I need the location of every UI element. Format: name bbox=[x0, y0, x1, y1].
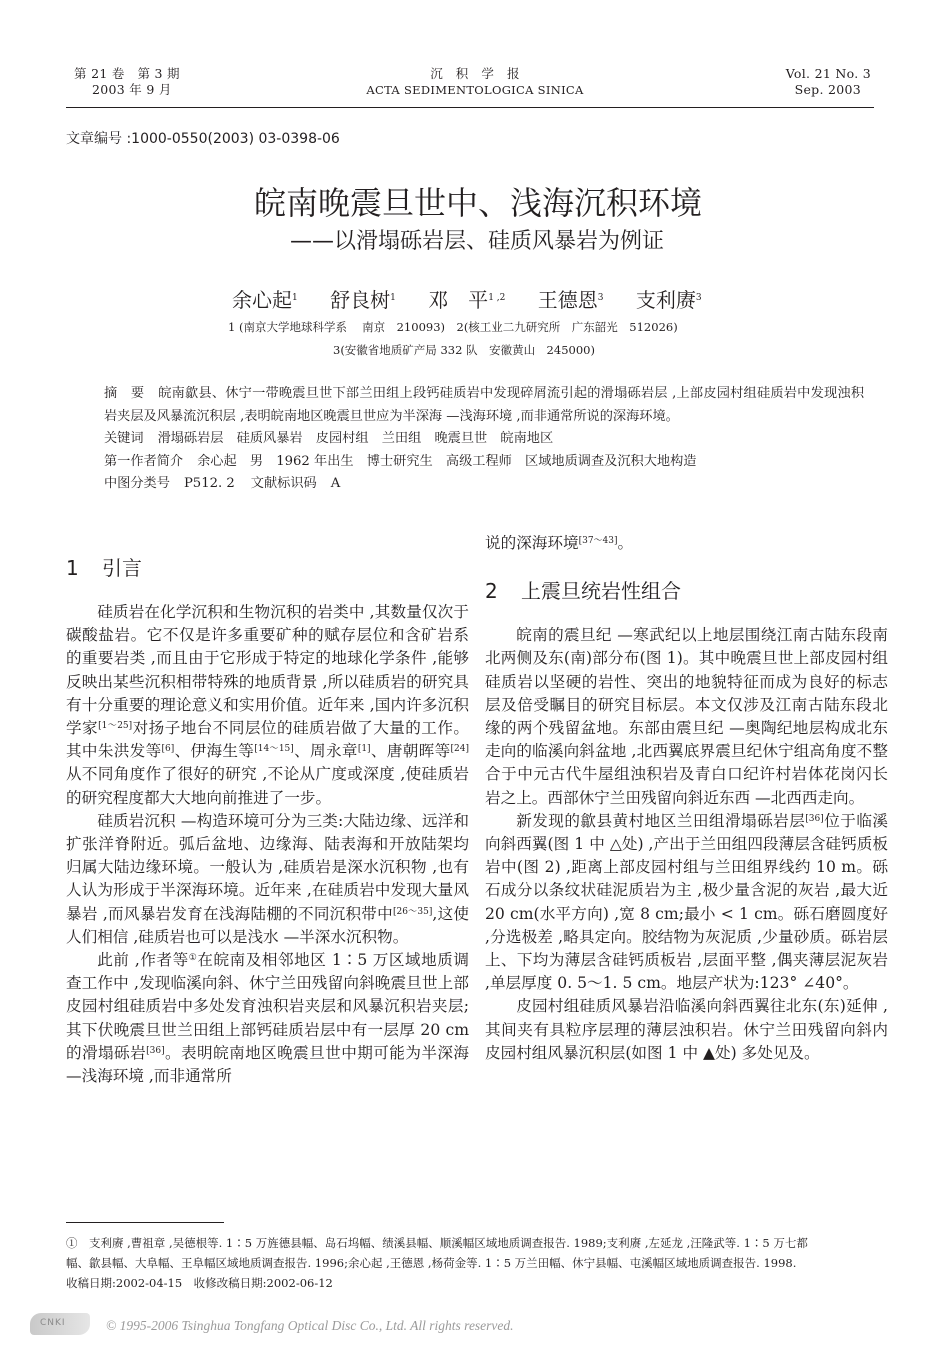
paragraph: 此前 ,作者等①在皖南及相邻地区 1∶5 万区域地质调查工作中 ,发现临溪向斜、休宁兰田残留向斜晚震旦世上部皮园村组硅质岩中多处发育浊积岩夹层和风暴沉积岩夹层;其下伏晚震旦世兰田组上部钙硅质岩层中有一层厚 20 cm 的滑塌砾岩[36]。表明皖南地区晚震旦世中期可能为半深海 —浅海环境 ,而非通常所 bbox=[66, 951, 469, 1086]
doc-code-label: 文献标识码 bbox=[250, 476, 317, 492]
citation: [14～15] bbox=[254, 744, 294, 755]
section-number: 1 bbox=[66, 556, 79, 580]
citation: [37～43] bbox=[578, 536, 618, 546]
copyright-notice: © 1995-2006 Tsinghua Tongfang Optical Disc Co., Ltd. All rights reserved. bbox=[106, 1318, 514, 1333]
section-1-heading bbox=[66, 552, 469, 581]
keywords-text: 滑塌砾岩层 硅质风暴岩 皮园村组 兰田组 晚震旦世 皖南地区 bbox=[157, 431, 554, 447]
date-en: Sep. 2003 bbox=[794, 82, 861, 97]
citation: [36] bbox=[805, 813, 824, 824]
abstract-block bbox=[104, 383, 864, 496]
author: 邓 平$^{1 ,2}$ bbox=[428, 288, 506, 312]
paragraph: 硅质岩在化学沉积和生物沉积的岩类中 ,其数量仅次于碳酸盐岩。它不仅是许多重要矿种的赋存层位和含矿岩系的重要岩类 ,而且由于它形成于特定的地球化学条件 ,能够反映出某些沉积相带特殊的地质背景 ,所以硅质岩的研究具有十分重要的理论意义和实用价值。近年来 ,国内许多沉积学家[1～25]对扬子地台不同层位的硅质岩做了大量的工作。其中朱洪发等[6]、伊海生等[14～15]、周永章[1]、唐朝晖等[24]从不同角度作了很好的研究 ,不论从广度或深度 ,使硅质岩的研究程度都大大地向前推进了一步。 bbox=[66, 603, 469, 807]
publication-date: 2003 年 9 月 bbox=[92, 82, 172, 97]
author: 王德恩$^3$ bbox=[537, 288, 604, 312]
class-value: P512. 2 bbox=[183, 476, 235, 492]
section-title: 引言 bbox=[102, 556, 142, 580]
first-author-bio bbox=[104, 451, 864, 474]
header-center bbox=[300, 66, 650, 98]
paragraph: 皖南的震旦纪 —寒武纪以上地层围绕江南古陆东段南北两侧及东(南)部分布(图 1)。其中晚震旦世上部皮园村组硅质岩以坚硬的岩性、突出的地貌特征而成为良好的标志层及倍受瞩目的研究目标层。本文仅涉及江南古陆东段北缘的两个残留盆地。东部由震旦纪 —奥陶纪地层构成北东走向的临溪向斜盆地 ,北西翼底界震旦纪休宁组高角度不整合于中元古代牛屋组浊积岩及青白口纪许村岩体花岗闪长岩之上。西部休宁兰田残留向斜近东西 —北西西走向。 bbox=[485, 626, 888, 807]
section-title: 上震旦统岩性组合 bbox=[521, 579, 681, 604]
first-author-info: 余心起 男 1962 年出生 博士研究生 高级工程师 区域地质调查及沉积大地构造 bbox=[197, 453, 697, 469]
paragraph: 新发现的歙县黄村地区兰田组滑塌砾岩层[36]位于临溪向斜西翼(图 1 中 △处) ,产出于兰田组四段薄层含硅钙质板岩中(图 2) ,距离上部皮园村组与兰田组界线约 10 m。砾石成分以条纹状硅泥质岩为主 ,极少量含泥的灰岩 ,最大近 20 cm(水平方向) ,宽 8 cm;最小 < 1 cm。砾石磨圆度好 ,分选极差 ,略具定向。胶结物为灰泥质 ,少量砂质。砾岩层上、下均为薄层含硅钙质板岩 ,层面平整 ,偶夹薄层泥灰岩 ,单层厚度 0. 5～1. 5 cm。地层产状为:123° ∠40°。 bbox=[485, 811, 888, 993]
header-right bbox=[786, 66, 871, 98]
article-id: 文章编号 :1000-0550(2003) 03-0398-06 bbox=[66, 131, 340, 147]
affiliation-line-2: 3(安徽省地质矿产局 332 队 安徽黄山 245000) bbox=[333, 343, 595, 357]
left-column bbox=[66, 552, 469, 1088]
citation: [24] bbox=[450, 744, 469, 755]
paragraph-continued: 说的深海环境[37～43]。 bbox=[485, 534, 634, 552]
footnote-line: ① 支利赓 ,曹祖章 ,吴德根等. 1∶5 万旌德县幅、岛石坞幅、绩溪县幅、顺溪幅区域地质调查报告. 1989;支利赓 ,左延龙 ,汪隆武等. 1∶5 万七都 bbox=[66, 1236, 808, 1250]
section-2-heading bbox=[485, 575, 888, 604]
footnote-line: 幅、歙县幅、大阜幅、王阜幅区域地质调查报告. 1996;余心起 ,王德恩 ,杨荷金等. 1∶5 万兰田幅、休宁县幅、屯溪幅区域地质调查报告. 1998. bbox=[66, 1256, 797, 1270]
affiliation-line-1: 1 (南京大学地球科学系 南京 210093) 2(核工业二九研究所 广东韶光 512026) bbox=[228, 320, 678, 334]
journal-name-en: ACTA SEDIMENTOLOGICA SINICA bbox=[366, 83, 584, 97]
citation: [1～25] bbox=[98, 721, 133, 732]
journal-name-cn: 沉 积 学 报 bbox=[430, 66, 520, 81]
footnote-block bbox=[66, 1233, 886, 1293]
keywords bbox=[104, 428, 864, 451]
citation: [26～35] bbox=[392, 906, 433, 917]
volume-issue: 第 21 卷 第 3 期 bbox=[74, 66, 180, 81]
header-rule bbox=[66, 107, 874, 108]
paragraph: 硅质岩沉积 —构造环境可分为三类:大陆边缘、远洋和扩张洋脊附近。弧后盆地、边缘海、陆表海和开放陆架均归属大陆边缘环境。一般认为 ,硅质岩是深水沉积物 ,也有人认为形成于半深海环境。近年来 ,在硅质岩中发现大量风暴岩 ,而风暴岩发育在浅海陆棚的不同沉积带中[26～35],这使人们相信 ,硅质岩也可以是浅水 —半深水沉积物。 bbox=[66, 811, 469, 946]
header-left bbox=[74, 66, 180, 98]
right-column bbox=[485, 532, 888, 1065]
volume-en: Vol. 21 No. 3 bbox=[785, 66, 871, 81]
citation: [1] bbox=[357, 744, 371, 755]
citation: [6] bbox=[161, 744, 175, 755]
paragraph: 皮园村组硅质风暴岩沿临溪向斜西翼往北东(东)延伸 ,其间夹有具粒序层理的薄层浊积岩。休宁兰田残留向斜内皮园村组风暴沉积层(如图 1 中 ▲处) 多处见及。 bbox=[485, 997, 888, 1062]
logo-text: CNKI bbox=[40, 1318, 66, 1328]
paper-subtitle: ——以滑塌砾岩层、硅质风暴岩为例证 bbox=[290, 229, 665, 254]
class-label: 中图分类号 bbox=[104, 476, 170, 492]
abstract bbox=[104, 383, 864, 428]
doc-code-value: A bbox=[330, 476, 341, 492]
abstract-label: 摘 要 bbox=[104, 386, 145, 401]
author: 舒良树$^1$ bbox=[330, 288, 396, 312]
author: 余心起$^1$ bbox=[232, 288, 298, 312]
author: 支利赓$^3$ bbox=[635, 288, 702, 312]
publisher-logo bbox=[30, 1313, 90, 1335]
footnote-marker[interactable]: ① bbox=[188, 953, 198, 964]
received-dates: 收稿日期:2002-04-15 收修改稿日期:2002-06-12 bbox=[66, 1276, 333, 1290]
paper-title: 皖南晚震旦世中、浅海沉积环境 bbox=[253, 184, 702, 222]
classification bbox=[104, 473, 864, 496]
abstract-text: 皖南歙县、休宁一带晚震旦世下部兰田组上段钙硅质岩中发现碎屑流引起的滑塌砾岩层 ,上部皮园村组硅质岩中发现浊积岩夹层及风暴流沉积层 ,表明皖南地区晚震旦世应为半深海 —浅海环境 ,而非通常所说的深海环境。 bbox=[104, 386, 865, 424]
citation: [36] bbox=[146, 1045, 165, 1056]
section-number: 2 bbox=[485, 579, 498, 604]
keywords-label: 关键词 bbox=[104, 431, 144, 447]
first-author-label: 第一作者简介 bbox=[104, 453, 184, 469]
author-list bbox=[232, 286, 702, 314]
footnote-rule bbox=[66, 1222, 224, 1223]
